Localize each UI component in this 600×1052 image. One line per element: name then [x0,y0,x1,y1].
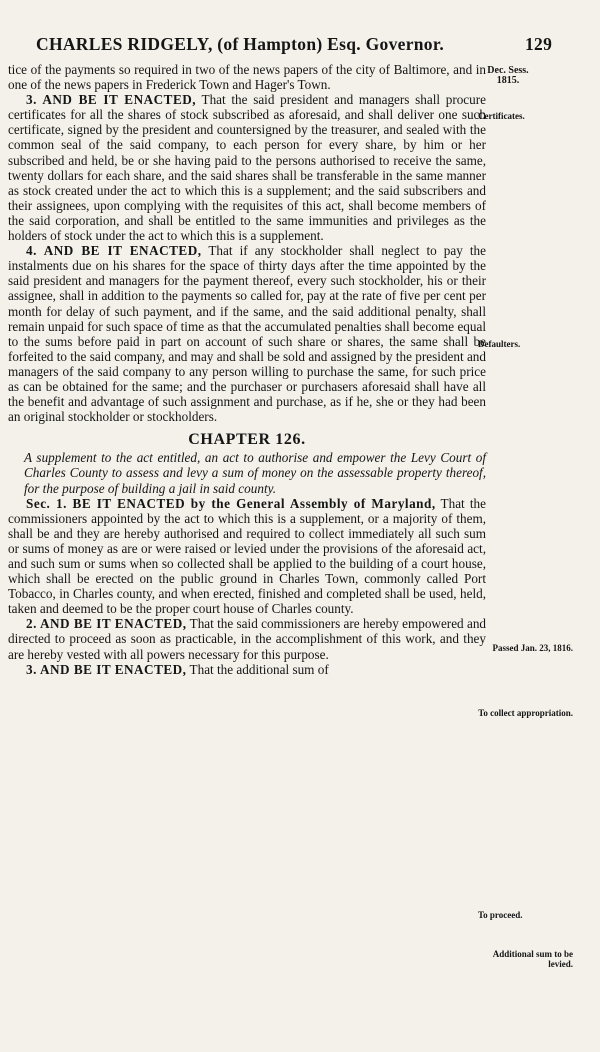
margin-note-collect: To collect appropriation. [478,708,573,718]
chapter-heading: CHAPTER 126. [188,431,306,449]
chapter-section-1 [8,496,486,617]
running-title: CHARLES RIDGELY, (of Hampton) Esq. Governor. [36,34,444,54]
section-4 [8,243,486,424]
section-text: That the said commissioners are hereby empowered and directed to proceed as soon as practicable, in the accomplishment of this work, and they are hereby vested with all powers necessary for this purpose. [8,616,487,662]
main-text-column [8,62,486,677]
margin-note-defaulters: Defaulters. [478,339,521,349]
page-header [0,30,600,60]
chapter-section-3 [8,662,486,677]
chapter-section-2 [8,616,486,661]
chapter-summary [8,450,486,495]
section-lead: 4. AND BE IT ENACTED, [26,243,202,259]
paragraph-continuation: tice of the payments so required in two of the news papers of the city of Baltimore, and in one of the news papers in Frederick Town and Hager's Town. [8,62,486,93]
margin-note-passed: Passed Jan. 23, 1816. [492,643,573,653]
margin-note-additional: Additional sum to be levied. [492,949,573,969]
section-lead: 3. AND BE IT ENACTED, [26,92,197,108]
chapter-summary-text: A supplement to the act entitled, an act to authorise and empower the Levy Court of Charles County to assess and levy a sum of money on the assessable property thereof, for the purpose of building a jail in said county. [24,450,486,496]
section-text: That the additional sum of [186,661,329,677]
section-text: That if any stockholder shall neglect to pay the instalments due on his shares for the space of thirty days after the time appointed by the said president and managers for the payment thereof, every such stockholder, his or their assignee, shall in addition to the payments so called for, pay at the rate of five per cent per month for delay of such payment, and if the same, and the said additional penalty, shall remain unpaid for such space of time as that the accumulated penalties shall become equal to the sums before paid in part on account of such share or shares, the same shall be forfeited to the said company, and may and shall be sold and assigned by the president and managers of the said company to any person willing to purchase the same, for such price as can be obtained for the same; and the purchaser or purchasers aforesaid shall have all the benefit and advantage of such assignment and purchase, as if he, she or they had been an original stockholder or stockholders. [8,243,486,425]
page-number: 129 [525,34,553,54]
margin-note-session: Dec. Sess. 1815. [487,65,529,86]
section-text: That the commissioners appointed by the act to which this is a supplement, or a majority of them, shall be and they are hereby authorised and required to collect immediately all such sum or sums of money as are or were raised or levied under the provisions of the aforesaid act, and such sum or sums when so collected shall be applied to the building of a court house, which shall be erected on the public ground in Charles Town, commonly called Port Tobacco, in Charles county, and when erected, finished and completed shall be used, held, taken and deemed to be the proper court house of Charles county. [8,495,486,617]
section-lead: 2. AND BE IT ENACTED, [26,616,187,632]
margin-note-proceed: To proceed. [478,910,523,920]
section-3 [8,92,486,243]
section-lead: Sec. 1. BE IT ENACTED by the General Assembly of Maryland, [26,495,436,511]
section-lead: 3. AND BE IT ENACTED, [26,661,187,677]
margin-note-certificates: Certificates. [478,111,525,121]
section-text: That the said president and managers shall procure certificates for all the shares of stock subscribed as aforesaid, and shall deliver one such certificate, signed by the president and countersigned by the treasurer, and sealed with the common seal of the said company, to each person for every share, by him or her subscribed and held, be or she having paid to the persons authorised to receive the same, twenty dollars for each share, and the said shares shall be transferable in the same manner as stock created under the act to which this is a supplement; and the said subscribers and their assignees, upon complying with the requisites of this act, shall become members of the said corporation, and shall be entitled to the same immunities and privileges as the holders of stock under the act to which this is a supplement. [8,92,486,244]
